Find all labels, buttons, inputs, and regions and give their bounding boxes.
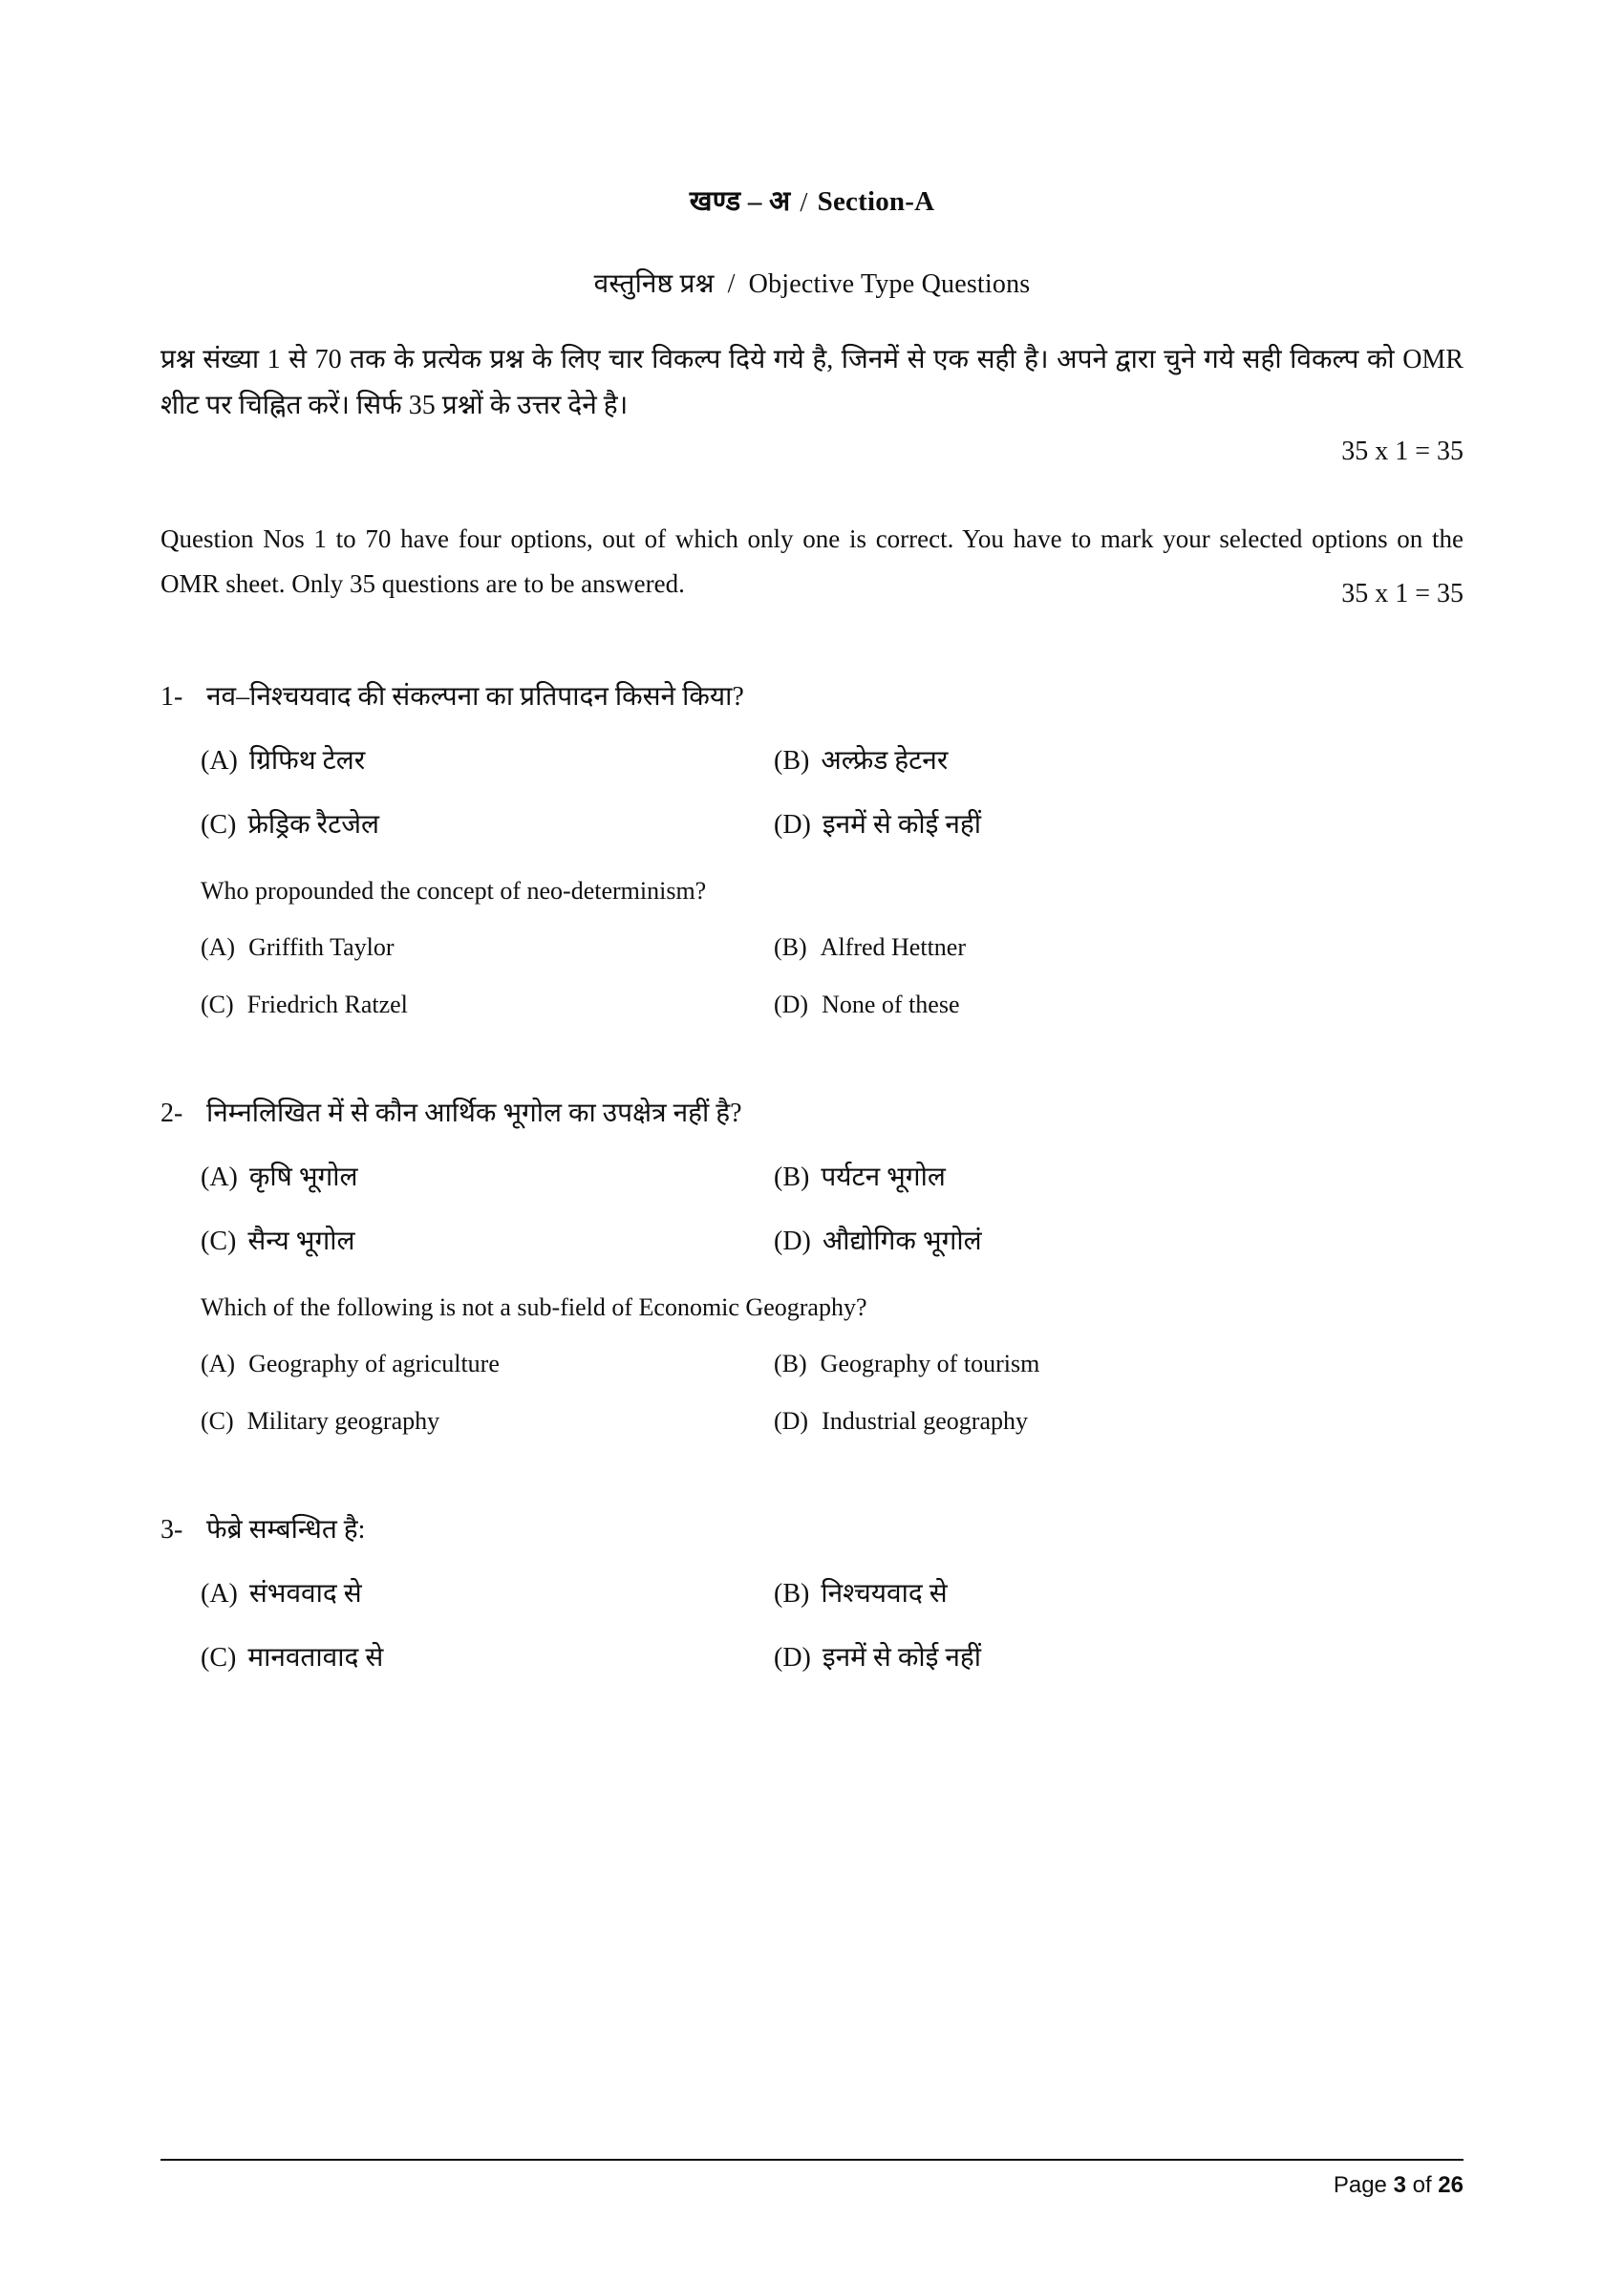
option-text: ग्रिफिथ टेलर (248, 745, 366, 776)
option-text: फ्रेड्रिक रैटजेल (247, 809, 379, 840)
options-english (201, 1347, 1464, 1440)
option-b[interactable] (774, 1159, 1464, 1196)
option-label: (B) (774, 932, 807, 961)
option-label: (A) (201, 745, 238, 776)
option-c[interactable] (201, 1223, 774, 1260)
option-text: इनमें से कोई नहीं (822, 809, 981, 840)
document-page (0, 181, 1624, 2283)
option-a-en[interactable] (201, 1347, 774, 1381)
page-indicator (160, 2172, 1464, 2199)
question-stem-hindi (160, 1510, 1464, 1550)
section-title (160, 181, 1464, 219)
option-a[interactable] (201, 742, 774, 779)
section-title-hindi: खण्ड – अ (689, 186, 791, 217)
option-text: Alfred Hettner (820, 932, 966, 961)
page-number: 3 (1393, 2172, 1406, 2198)
subsection-title (160, 265, 1464, 301)
option-text: इनमें से कोई नहीं (822, 1643, 981, 1673)
options-english (201, 930, 1464, 1023)
option-label: (D) (774, 991, 809, 1019)
option-text: अल्फ्रेड हेटनर (821, 745, 949, 776)
option-text: Geography of tourism (820, 1350, 1040, 1378)
subsection-title-english: Objective Type Questions (748, 269, 1031, 299)
instruction-hindi-row (160, 337, 1464, 429)
question-number: 2- (160, 1098, 183, 1128)
question-item (160, 1510, 1464, 1676)
option-text: निश्चयवाद से (821, 1578, 948, 1609)
subsection-title-hindi: वस्तुनिष्ठ प्रश्न (593, 269, 715, 299)
option-label: (B) (774, 1350, 807, 1378)
page-footer (160, 2159, 1464, 2199)
question-stem-hindi (160, 1094, 1464, 1134)
question-item (160, 677, 1464, 1023)
option-c-en[interactable] (201, 988, 774, 1022)
question-text-english: Who propounded the concept of neo-determinism? (201, 876, 707, 905)
option-a[interactable] (201, 1575, 774, 1612)
option-text: None of these (822, 991, 960, 1019)
option-label: (A) (201, 1350, 236, 1378)
page-total: 26 (1438, 2172, 1464, 2198)
option-b[interactable] (774, 1575, 1464, 1612)
option-text: Military geography (246, 1407, 440, 1436)
option-d-en[interactable] (774, 1404, 1464, 1439)
question-text-english: Which of the following is not a sub-field of Economic Geography? (201, 1293, 867, 1322)
question-spacer (160, 1491, 1464, 1510)
option-label: (A) (201, 1162, 238, 1192)
option-label: (C) (201, 1407, 234, 1436)
instruction-hindi-marks: 35 x 1 = 35 (1341, 437, 1464, 467)
option-d[interactable] (774, 1223, 1464, 1260)
option-a-en[interactable] (201, 930, 774, 965)
option-label: (C) (201, 1226, 237, 1256)
question-number: 3- (160, 1514, 183, 1545)
instruction-hindi-text: प्रश्न संख्या 1 से 70 तक के प्रत्येक प्रश्न के लिए चार विकल्प दिये गये है, जिनमें से एक सही है। अपने द्वारा चुने गये सही विकल्प को OMR शीट पर चिह्नित करें। सिर्फ 35 प्रश्नों के उत्तर देने है। (160, 345, 1464, 421)
question-text-hindi: निम्नलिखित में से कौन आर्थिक भूगोल का उपक्षेत्र नहीं है? (206, 1098, 742, 1128)
instruction-hindi-marks-row (160, 429, 1464, 475)
question-text-hindi: फेब्रे सम्बन्धित है: (206, 1514, 366, 1545)
options-hindi (201, 1159, 1464, 1260)
option-label: (B) (774, 745, 810, 776)
options-hindi (201, 1575, 1464, 1676)
instruction-english-marks: 35 x 1 = 35 (1341, 579, 1464, 609)
footer-divider (160, 2159, 1464, 2161)
option-c[interactable] (201, 1639, 774, 1676)
question-number: 1- (160, 681, 183, 712)
option-label: (A) (201, 932, 236, 961)
option-label: (C) (201, 809, 237, 840)
option-d[interactable] (774, 806, 1464, 843)
section-title-separator: / (800, 187, 808, 218)
option-text: मानवतावाद से (247, 1643, 384, 1673)
option-text: कृषि भूगोल (248, 1162, 358, 1192)
option-label: (A) (201, 1578, 238, 1609)
option-label: (B) (774, 1162, 810, 1192)
option-b-en[interactable] (774, 930, 1464, 965)
option-b-en[interactable] (774, 1347, 1464, 1381)
instruction-english-text: Question Nos 1 to 70 have four options, out of which only one is correct. You have to mark your selected options on the OMR sheet. Only 35 questions are to be answered. (160, 524, 1464, 598)
option-d[interactable] (774, 1639, 1464, 1676)
section-title-english: Section-A (817, 186, 935, 217)
option-text: औद्योगिक भूगोलं (822, 1226, 982, 1256)
page-of-label: of (1412, 2172, 1432, 2198)
option-text: सैन्य भूगोल (247, 1226, 355, 1256)
question-list (160, 677, 1464, 1677)
option-d-en[interactable] (774, 988, 1464, 1022)
option-label: (D) (774, 1226, 811, 1256)
instructions-block (160, 337, 1464, 618)
option-text: Griffith Taylor (248, 932, 395, 961)
option-text: Geography of agriculture (248, 1350, 500, 1378)
option-text: संभववाद से (248, 1578, 362, 1609)
options-hindi (201, 742, 1464, 843)
question-stem-hindi (160, 677, 1464, 717)
subsection-title-separator: / (727, 269, 736, 299)
option-text: पर्यटन भूगोल (821, 1162, 946, 1192)
question-spacer (160, 1075, 1464, 1094)
option-a[interactable] (201, 1159, 774, 1196)
option-text: Friedrich Ratzel (246, 991, 408, 1019)
option-label: (D) (774, 1643, 811, 1673)
option-b[interactable] (774, 742, 1464, 779)
option-label: (D) (774, 1407, 809, 1436)
option-text: Industrial geography (822, 1407, 1028, 1436)
page-prefix-label: Page (1333, 2172, 1387, 2198)
option-c[interactable] (201, 806, 774, 843)
option-label: (C) (201, 1643, 237, 1673)
option-label: (D) (774, 809, 811, 840)
question-text-hindi: नव–निश्चयवाद की संकल्पना का प्रतिपादन किसने किया? (206, 681, 744, 712)
option-c-en[interactable] (201, 1404, 774, 1439)
option-label: (B) (774, 1578, 810, 1609)
question-item (160, 1094, 1464, 1440)
option-label: (C) (201, 991, 234, 1019)
